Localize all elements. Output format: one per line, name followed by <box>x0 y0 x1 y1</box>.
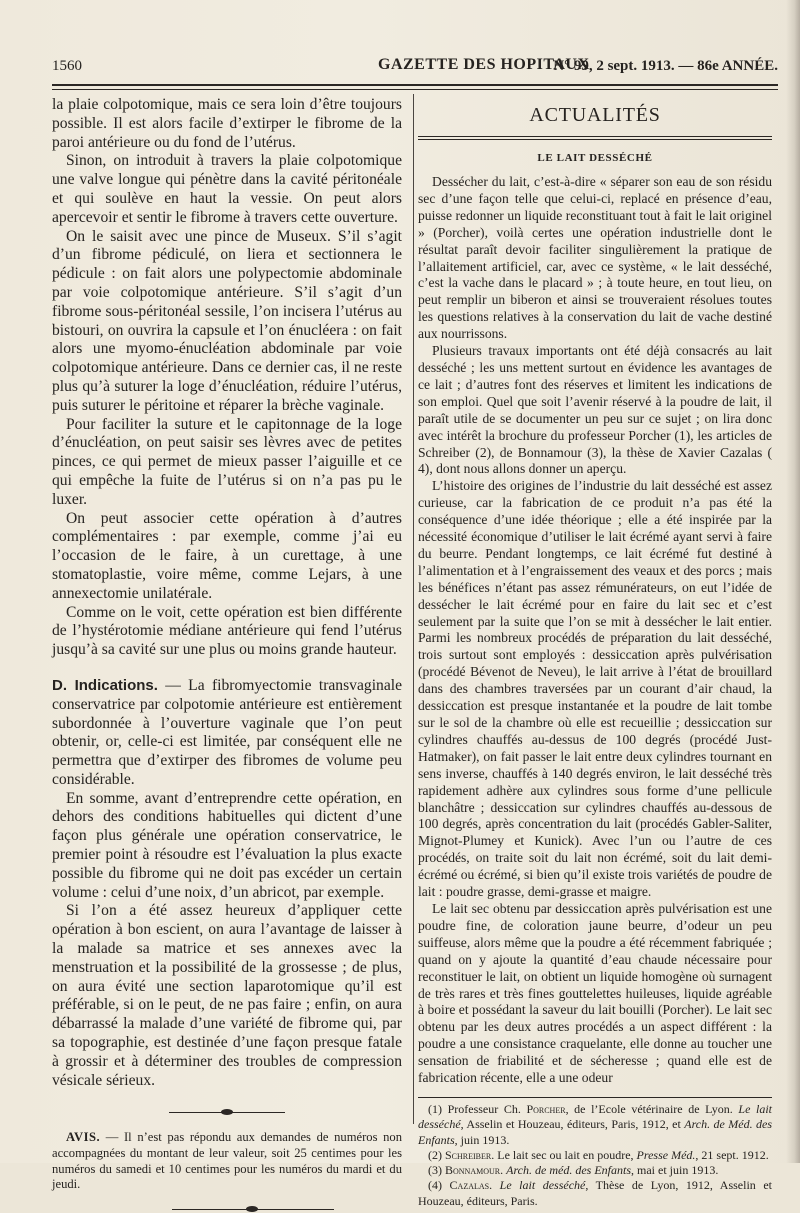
left-paragraph-2: Sinon, on introduit à travers la plaie colpotomique une valve longue qui pénètre dans la cavité péritonéale et qui soulève en haut la vessie. On peut alors apercevoir et sentir le fibrome à travers cette ouverture. <box>52 152 402 226</box>
left-paragraph-9: Si l’on a été assez heureux d’appliquer cette opération à bon escient, on aura l’avantage de laisser à la malade sa matrice et ses annexes avec la menstruation et la possibilité de la grossesse ; de plus, on aura évité une section laparotomique qu’il est préférable, si on le peut, de ne pas faire ; enfin, on aura débarrassé la malade d’une variété de fibrome qui, par sa topographie, est destinée d’une façon presque fatale à grossir et à déterminer des troubles de compression vésicale sérieux. <box>52 902 402 1089</box>
running-header <box>52 56 778 80</box>
article-paragraph-3: L’histoire des origines de l’industrie du lait desséché est assez curieuse, car la fabrication de ce produit n’a pas été la conséquence d’une idée théorique ; elle a été inspirée par la nécessité économique d’utiliser le lait écrémé ayant servi à faire du beurre. Pendant longtemps, ce lait écrémé fut destiné à l’alimentation et à l’engraissement des veaux et des porcs ; mais les bénéfices n’étant pas assez rémunérateurs, on eut l’idée de dessécher le lait écrémé pour en faire du lait sec et c’est seulement par la suite que l’on se mit à dessécher le lait entier. Parmi les nombreux procédés de préparation du lait desséché, trois surtout sont employés : dessiccation après pulvérisation (procédé Bévenot de Neveu), le lait arrive à l’état de brouillard dans des chambres traversées par un courant d’air chaud, la dessiccation est presque instantanée et la poudre de lait tombe sur le sol de la chambre où elle est recueillie ; dessiccation sur cylindres chauffés au-dessus de 100 degrés (procédé Just-Hatmaker), on fait passer le lait entre deux cylindres tournant en sens inverse, chauffés à 140 degrés environ, le lait desséché très rapidement adhère aux cylindres sous forme d’une pellicule blanchâtre ; dessiccation sur cylindres chauffés au-dessous de 100 degrés, après concentration du lait (procédés Gabler-Saliter, Mignot-Plumey et Kunick). Avec l’un ou l’autre de ces procédés, on traite soit du lait non écrémé, soit du lait demi-écrémé ou écrémé, si bien qu’il existe trois variétés de poudre de lait : poudre grasse, demi-grasse et maigre. <box>418 478 772 900</box>
left-paragraph-5: On peut associer cette opération à d’autres complémentaires : par exemple, comme j’ai eu l’occasion de le faire, à un curettage, à une stomatoplastie, voire même, comme Lejars, à une annexectomie unilatérale. <box>52 509 402 602</box>
ornamental-separator-bottom <box>172 1205 334 1213</box>
footnote-rule <box>418 1097 772 1098</box>
title-rule <box>418 136 772 137</box>
footnote-work-title: Presse Méd. <box>636 1147 696 1162</box>
issue-info: N° 99, 2 sept. 1913. — 86e ANNÉE. <box>553 58 778 74</box>
left-paragraph-3: On le saisit avec une pince de Museux. S’il s’agit d’un fibrome pédiculé, on liera et sectionnera le pédicule : on fait alors une polypectomie abdominale par voie colpotomique antérieure. S’il s’agit d’un fibrome sous-péritonéal sessile, l’on incisera l’utérus au bistouri, on ouvrira la capsule et l’on énucléera : on fait alors une myomo-énucléation abdominale par voie colpotomique antérieure. Dans ce dernier cas, il ne reste plus qu’à suturer la loge d’énucléation, réduire l’utérus, puis suturer le péritoine et réparer la brèche vaginale. <box>52 227 402 414</box>
footnote-author: Schreiber <box>445 1147 492 1162</box>
article-paragraph-4: Le lait sec obtenu par dessiccation après pulvérisation est une poudre fine, de coloration jaune beurre, d’odeur un peu suiffeuse, alors même que la poudre a été récemment fabriquée ; quand on y ajoute la quantité d’eau chaude nécessaire pour reconstituer le lait, on obtient un liquide homogène où surnagent de très rares et très fines gouttelettes huileuses, liquide agréable à boire et possédant la saveur du lait bouilli (Porcher). Le lait sec obtenu par les deux autres procédés a un aspect différent : la poudre a une consistance craquelante, elle donne au toucher une sensation de friabilité et de sécheresse ; quand elle est de fabrication récente, elle a une odeur <box>418 900 772 1086</box>
left-paragraph-6: Comme on le voit, cette opération est bien différente de l’hystérotomie médiane antérieure qui fend l’utérus jusqu’à sa cavité sur une plus ou moins grande hauteur. <box>52 603 402 659</box>
left-column <box>52 96 402 1213</box>
footnote-3: (3) Bonnamour. Arch. de méd. des Enfants, mai et juin 1913. <box>428 1163 719 1178</box>
left-paragraph-8: En somme, avant d’entreprendre cette opération, en dehors des conditions habituelles qui dictent d’une façon plus générale une opération conservatrice, le premier point à résoudre est l’évaluation la plus exacte possible du fibrome qui ne doit pas excéder un certain volume : celui d’une noix, d’un abricot, par exemple. <box>52 789 402 901</box>
notice-text: — Il n’est pas répondu aux demandes de numéros non accompagnées du montant de leur valeur, soit 25 centimes pour les numéros du samedi et 10 centimes pour les numéros du mardi et du jeudi. <box>52 1130 402 1192</box>
page-edge-shadow <box>786 0 800 1163</box>
column-divider <box>413 94 414 1124</box>
footnote-4: (4) Cazalas. Le lait desséché, Thèse de Lyon, 1912, Asselin et Houzeau, éditeurs, Paris. <box>418 1178 772 1208</box>
footnote-journal-title: Arch. de Méd. des Enfants <box>418 1117 772 1147</box>
footnote-author: Porcher <box>526 1101 566 1116</box>
footnote-work-title: Le lait desséché <box>418 1101 772 1132</box>
footnote-author: Cazalas <box>449 1178 490 1193</box>
footnote-work-title: Arch. de méd. des Enfants <box>506 1163 631 1178</box>
header-rule-thick <box>52 84 778 86</box>
ornamental-separator-top <box>169 1108 285 1116</box>
footnote-1: (1) Professeur Ch. Porcher, de l’Ecole vétérinaire de Lyon. Le lait desséché, Asselin et Houzeau, éditeurs, Paris, 1912, et Arch. de Méd. des Enfants, juin 1913. <box>418 1101 772 1147</box>
article-title: LE LAIT DESSÉCHÉ <box>537 152 653 164</box>
indications-heading: D. Indications. <box>52 676 158 694</box>
article-paragraph-1: Dessécher du lait, c’est-à-dire « séparer son eau de son résidu sec d’une façon telle que celui-ci, replacé en présence d’eau, puisse redonner un liquide reconstituant tout à fait le lait originel » (Porcher), voilà certes une opération industrielle dont le résultat paraît devoir faciliter singulièrement la pratique de l’allaitement artificiel, car, avec ce système, « le lait desséché, c’est la vache dans le placard » ; à toute heure, en tout lieu, on peut remplir un biberon et ainsi se trouveraient résolues toutes les questions relatives à la conservation du lait de vache destiné aux nourrissons. <box>418 174 772 342</box>
indications-paragraph <box>52 677 402 790</box>
header-rule-thin <box>52 89 778 90</box>
footnote-author: Bonnamour <box>445 1163 501 1178</box>
footnote-2: (2) Schreiber. Le lait sec ou lait en poudre, Presse Méd., 21 sept. 1912. <box>428 1147 769 1162</box>
footnotes <box>418 1102 772 1209</box>
left-paragraph-4: Pour faciliter la suture et le capitonnage de la loge d’énucléation, on peut saisir ses lèvres avec de petites pinces, ce qui permet de mieux passer l’aiguille et ce qui empêche la fuite de l’utérus si on n’a pas pu le luxer. <box>52 415 402 508</box>
title-rule-second <box>418 139 772 140</box>
indications-text: — La fibromyectomie transvaginale conservatrice par colpotomie antérieure est entièrement subordonnée à l’ouverture vaginale que l’on peut obtenir, or, celle-ci est limitée, par conséquent elle ne permettra que d’extirper des fibromes de volume peu considérable. <box>52 676 402 788</box>
article-paragraph-2: Plusieurs travaux importants ont été déjà consacrés au lait desséché ; les uns mettent surtout en évidence les avantages de ce lait ; d’autres font des réserves et limitent les indications de son emploi. Quel que soit l’avenir réservé à la poudre de lait, il paraît utile de se documenter un peu sur ce sujet ; on lira donc avec intérêt la brochure du professeur Porcher (1), les articles de Schreiber (2), de Bonnamour (3), la thèse de Xavier Cazalas ( 4), dont nous allons donner un aperçu. <box>418 343 772 477</box>
page-number: 1560 <box>52 58 82 74</box>
left-paragraph-1: la plaie colpotomique, mais ce sera loin d’être toujours possible. Il est alors facile d’extirper le fibrome de la paroi antérieure ou du fond de l’utérus. <box>52 96 402 151</box>
article-body <box>418 174 772 1087</box>
footnote-work-title: Le lait desséché <box>499 1178 586 1193</box>
notice-label: AVIS. <box>66 1130 101 1145</box>
journal-title: GAZETTE DES HOPITAUX <box>378 56 590 73</box>
right-column <box>418 96 772 1209</box>
section-title: ACTUALITÉS <box>529 104 661 126</box>
notice-paragraph <box>52 1130 402 1192</box>
